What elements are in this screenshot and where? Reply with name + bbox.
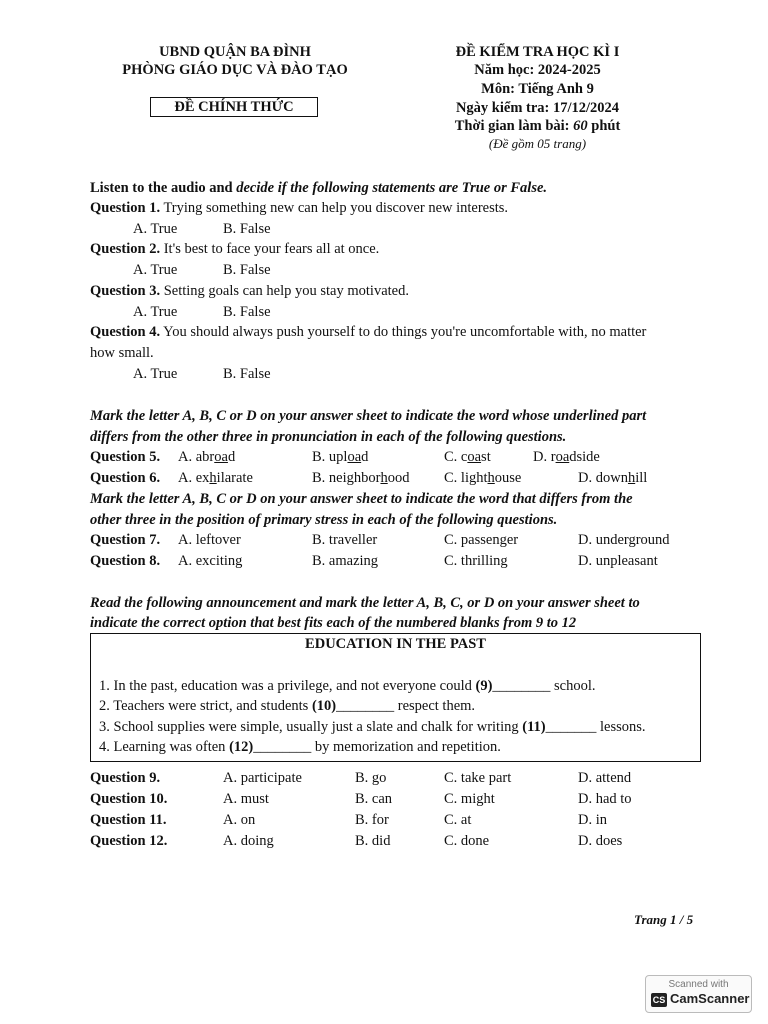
announcement-box [90, 633, 701, 762]
option-c[interactable]: C. take part [444, 770, 512, 786]
option-b[interactable]: B. upload [312, 449, 369, 465]
exam-duration: Thời gian làm bài: 60 phút [454, 118, 621, 134]
option-b[interactable]: B. go [355, 770, 387, 786]
option-b[interactable]: B. False [223, 366, 271, 382]
section4-instruction-line2: indicate the correct option that best fits each of the numbered blanks from 9 to 12 [90, 615, 577, 631]
option-a[interactable]: A. True [133, 221, 178, 237]
option-b[interactable]: B. False [223, 221, 271, 237]
option-c[interactable]: C. passenger [444, 532, 519, 548]
option-b[interactable]: B. for [355, 812, 389, 828]
option-a[interactable]: A. True [133, 262, 178, 278]
question-3: Question 3. Setting goals can help you stay motivated. [90, 283, 409, 299]
option-a[interactable]: A. exciting [178, 553, 243, 569]
option-d[interactable]: D. roadside [533, 449, 600, 465]
option-c[interactable]: C. lighthouse [444, 470, 522, 486]
scanned-with-label: Scanned with [668, 979, 729, 990]
option-a[interactable]: A. must [223, 791, 269, 807]
section4-instruction-line1: Read the following announcement and mark the letter A, B, C, or D on your answer sheet to [90, 595, 640, 611]
announcement-line-3: 3. School supplies were simple, usually just a slate and chalk for writing (11)_______ lessons. [99, 719, 646, 735]
option-b[interactable]: B. False [223, 304, 271, 320]
page-count-note: (Đề gồm 05 trang) [488, 136, 587, 151]
option-a[interactable]: A. True [133, 366, 178, 382]
option-c[interactable]: C. coast [444, 449, 491, 465]
subject: Môn: Tiếng Anh 9 [481, 81, 594, 97]
option-a[interactable]: A. doing [223, 833, 274, 849]
department-name: UBND QUẬN BA ĐÌNH [159, 44, 311, 60]
section3-instruction-line2: other three in the position of primary stress in each of the following questions. [90, 512, 558, 528]
question-4-continued: how small. [90, 345, 154, 361]
option-b[interactable]: B. False [223, 262, 271, 278]
option-d[interactable]: D. attend [578, 770, 632, 786]
option-a[interactable]: A. on [223, 812, 256, 828]
option-b[interactable]: B. amazing [312, 553, 379, 569]
option-b[interactable]: B. neighborhood [312, 470, 410, 486]
option-c[interactable]: C. at [444, 812, 472, 828]
question-4: Question 4. You should always push yourself to do things you're uncomfortable with, no matter [90, 324, 647, 340]
option-b[interactable]: B. can [355, 791, 393, 807]
option-c[interactable]: C. done [444, 833, 490, 849]
exam-title: ĐỀ KIỂM TRA HỌC KÌ I [455, 44, 620, 60]
camscanner-logo-icon: CS [652, 995, 666, 1005]
option-d[interactable]: D. downhill [578, 470, 648, 486]
option-d[interactable]: D. does [578, 833, 623, 849]
option-a[interactable]: A. True [133, 304, 178, 320]
section2-instruction-line1: Mark the letter A, B, C or D on your answer sheet to indicate the word whose underlined part [90, 408, 647, 424]
announcement-line-1: 1. In the past, education was a privilege, and not everyone could (9)________ school. [99, 678, 596, 694]
camscanner-name: CamScanner [670, 991, 750, 1006]
option-c[interactable]: C. might [444, 791, 495, 807]
section1-instruction: Listen to the audio and decide if the following statements are True or False. [90, 180, 548, 196]
question-1: Question 1. Trying something new can help you discover new interests. [90, 200, 509, 216]
school-year: Năm học: 2024-2025 [474, 62, 601, 78]
page-number: Trang 1 / 5 [634, 912, 694, 927]
announcement-line-4: 4. Learning was often (12)________ by memorization and repetition. [99, 739, 501, 755]
camscanner-watermark [645, 975, 752, 1013]
announcement-line-2: 2. Teachers were strict, and students (10)________ respect them. [99, 698, 476, 714]
option-b[interactable]: B. traveller [312, 532, 378, 548]
official-exam-badge: ĐỀ CHÍNH THỨC [150, 97, 318, 117]
office-name: PHÒNG GIÁO DỤC VÀ ĐÀO TẠO [122, 62, 348, 78]
section2-instruction-line2: differs from the other three in pronunciation in each of the following questions. [90, 429, 567, 445]
section3-instruction-line1: Mark the letter A, B, C or D on your answer sheet to indicate the word that differs from the [90, 491, 633, 507]
announcement-title: EDUCATION IN THE PAST [305, 636, 486, 652]
option-d[interactable]: D. underground [578, 532, 670, 548]
option-a[interactable]: A. abroad [178, 449, 236, 465]
option-a[interactable]: A. participate [223, 770, 302, 786]
option-b[interactable]: B. did [355, 833, 391, 849]
option-d[interactable]: D. had to [578, 791, 632, 807]
option-a[interactable]: A. leftover [178, 532, 241, 548]
option-d[interactable]: D. in [578, 812, 607, 828]
option-c[interactable]: C. thrilling [444, 553, 508, 569]
option-a[interactable]: A. exhilarate [178, 470, 253, 486]
option-d[interactable]: D. unpleasant [578, 553, 658, 569]
question-2: Question 2. It's best to face your fears all at once. [90, 241, 380, 257]
exam-date: Ngày kiểm tra: 17/12/2024 [455, 100, 620, 116]
